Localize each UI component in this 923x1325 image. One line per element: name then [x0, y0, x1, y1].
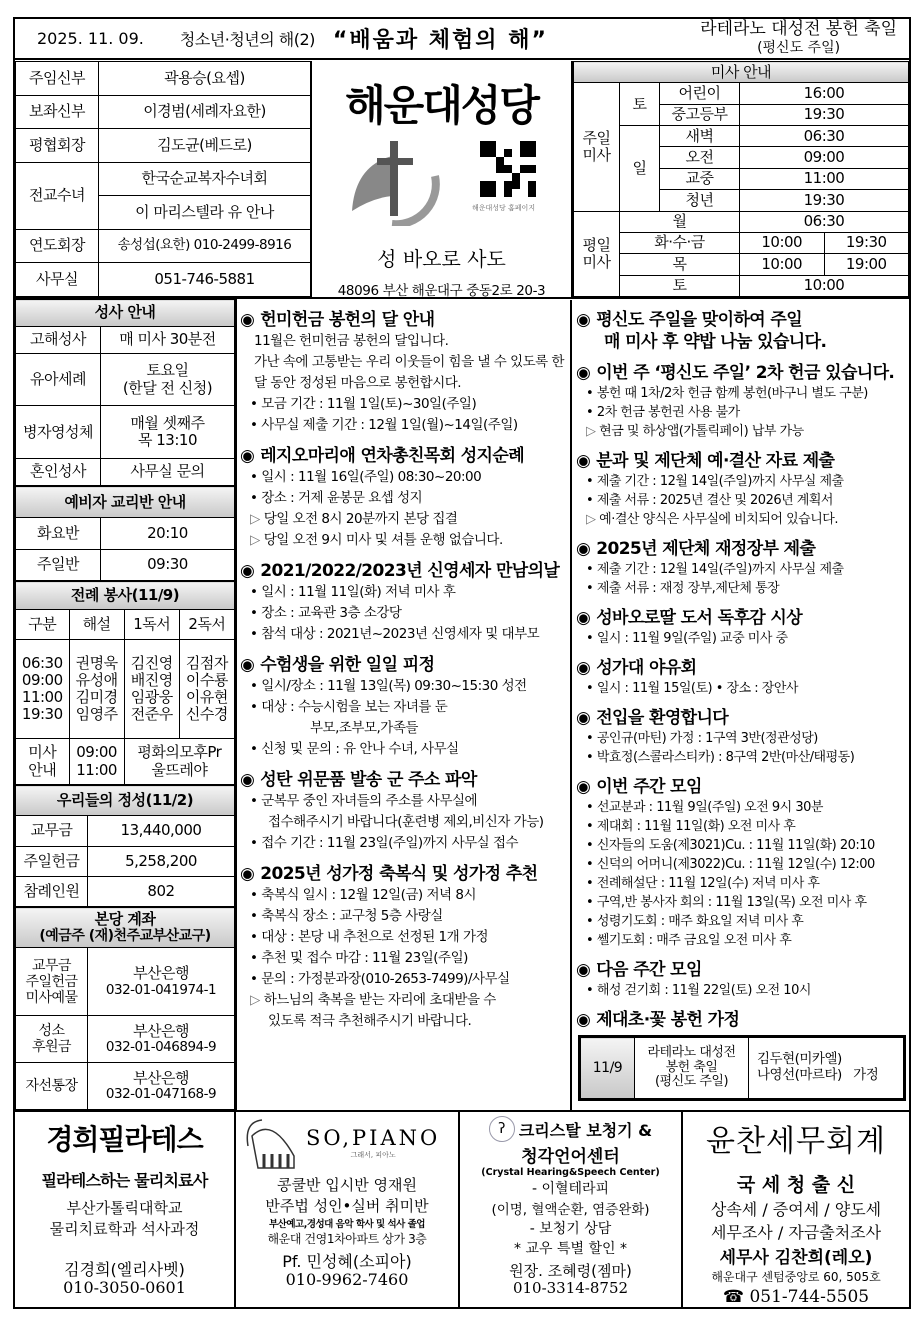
- parish-name: 해운대성당: [345, 81, 538, 130]
- sacrament-label: 혼인성사: [16, 458, 101, 485]
- notice-title-text: 분과 및 제단체 예·결산 자료 제출: [596, 451, 835, 471]
- guide-time: 09:00: [76, 743, 117, 762]
- bullseye-icon: ◉: [576, 363, 591, 383]
- ad-tax-accounting: [683, 1112, 909, 1309]
- notice-title: [576, 1009, 909, 1031]
- parish-address: 48096 부산 해운대구 중동2로 20-3: [337, 283, 546, 299]
- mass-schedule-table: [573, 61, 909, 297]
- notice-title: [240, 863, 570, 885]
- notice-line: ▷ 예·결산 양식은 사무실에 비치되어 있습니다.: [576, 510, 909, 529]
- mass-name: 교중: [660, 168, 740, 189]
- liturgy-header: 해설: [69, 610, 124, 640]
- account-label-line: 후원금: [31, 1039, 72, 1056]
- sunday-mass-label: 주일 미사: [574, 83, 620, 211]
- sacrament-value-line: 토요일: [146, 361, 189, 380]
- mass-time: 10:00: [740, 254, 825, 275]
- liturgy-cell: 11:00: [21, 688, 63, 706]
- notice-line: • 2차 헌금 봉헌권 사용 불가: [576, 403, 909, 422]
- ad-title: 크리스탈 보청기 &: [518, 1120, 653, 1140]
- bullseye-icon: ◉: [576, 658, 591, 678]
- notice-section: [240, 309, 570, 436]
- account-info: [88, 1016, 235, 1063]
- notice-title: [240, 309, 570, 331]
- class-time: 20:10: [101, 518, 235, 549]
- occasion-line: 라테라노 대성전: [647, 1044, 736, 1060]
- ad-line: 반주법 성인•실버 취미반: [265, 1197, 429, 1215]
- ad-english-name: (Crystal Hearing&Speech Center): [481, 1167, 660, 1178]
- mass-name: 중고등부: [660, 104, 740, 125]
- mass-time: 06:30: [740, 126, 909, 147]
- notice-title: [576, 362, 909, 384]
- notice-section: [240, 445, 570, 551]
- ad-contact-name: 세무사 김찬희(레오): [719, 1248, 873, 1268]
- patron-saint: 성 바오로 사도: [377, 247, 506, 271]
- staff-value: 이 마리스텔라 유 안나: [99, 196, 311, 230]
- liturgy-commentators: [69, 640, 124, 739]
- guide-label-line: 안내: [28, 760, 57, 779]
- liturgy-title: 전례 봉사(11/9): [16, 582, 235, 610]
- bank-name: 부산은행: [133, 1021, 189, 1040]
- notice-line: ▷ 당일 오전 8시 20분까지 본당 집결: [240, 509, 570, 530]
- staff-value: 곽용승(요셉): [99, 62, 311, 96]
- ad-title: 경희필라테스: [46, 1123, 203, 1156]
- staff-label: 평협회장: [16, 129, 99, 163]
- mass-name: 어린이: [660, 83, 740, 104]
- notice-title: [576, 707, 909, 729]
- ad-hearing-center: [460, 1112, 683, 1309]
- liturgy-cell: 김미경: [75, 688, 118, 706]
- ad-title-line2: 청각언어센터: [521, 1147, 620, 1167]
- mass-guide-groups: [124, 739, 234, 785]
- bullseye-icon: ◉: [576, 1010, 591, 1030]
- offering-title: 우리들의 정성(11/2): [16, 786, 235, 816]
- notice-title: [240, 654, 570, 676]
- notice-line: ▷ 당일 오전 9시 미사 및 셔틀 운행 없습니다.: [240, 530, 570, 551]
- mass-name: 새벽: [660, 126, 740, 147]
- notice-line: • 일시 : 11월 15일(토) • 장소 : 장안사: [576, 679, 909, 698]
- staff-value: 한국순교복자수녀회: [99, 162, 311, 196]
- sacrament-value: [101, 406, 235, 459]
- ad-line: 부산예고,경성대 음악 학사 및 석사 졸업: [269, 1219, 425, 1230]
- ad-address: 해운대구 센텀중앙로 60, 505호: [711, 1270, 881, 1284]
- liturgy-cell: 유성애: [75, 670, 118, 689]
- bullseye-icon: ◉: [240, 770, 255, 790]
- phone-icon: ☎: [722, 1287, 750, 1307]
- notice-line: • 문의 : 가정분과장(010-2653-7499)/사무실: [240, 969, 570, 990]
- liturgy-cell: 김점자: [185, 653, 228, 672]
- piano-icon: [242, 1116, 306, 1170]
- notice-line: • 공인규(마틴) 가정 : 1구역 3반(정관성당): [576, 729, 909, 748]
- notice-title: [240, 445, 570, 467]
- account-label-line: 주일헌금: [25, 973, 78, 990]
- bullseye-icon: ◉: [240, 561, 255, 581]
- notice-line: • 대상 : 본당 내 추천으로 선정된 1개 가정: [240, 927, 570, 948]
- liturgy-header: 2독서: [179, 610, 234, 640]
- staff-value: 이경범(세례자요한): [99, 95, 311, 129]
- mass-time: 19:30: [740, 190, 909, 211]
- offering-label: 교무금: [16, 816, 88, 846]
- offering-value: 802: [88, 876, 235, 906]
- saturday-label: 토: [620, 83, 660, 126]
- notice-line: • 해성 걷기회 : 11월 22일(토) 오전 10시: [576, 981, 909, 1000]
- sunday-label: 일: [620, 126, 660, 211]
- qr-code-icon: [480, 141, 536, 197]
- account-number: 032-01-046894-9: [105, 1039, 217, 1056]
- notice-title-text: 2025년 성가정 축복식 및 성가정 추천: [260, 864, 538, 884]
- flower-occasion: [635, 1038, 749, 1099]
- notice-line: 가난 속에 고통받는 우리 이웃들이 힘을 낼 수 있도록 한 달 동안 정성된 마음으로 봉헌합시다.: [254, 354, 565, 391]
- staff-value: 051-746-5881: [99, 263, 311, 297]
- liturgy-times: [16, 640, 70, 739]
- ad-contact-name: Pf. 민성혜(소피아): [282, 1252, 412, 1271]
- mass-schedule-title: 미사 안내: [574, 62, 909, 83]
- notice-line: • 제출 기간 : 12월 14일(주일)까지 사무실 제출: [576, 560, 909, 579]
- staff-table: [15, 61, 311, 297]
- mass-day: 토: [620, 275, 740, 296]
- notice-title-text: 다음 주간 모임: [596, 960, 702, 980]
- ad-subtitle: 그래서, 피아노: [350, 1151, 396, 1159]
- sacrament-value-line: (한달 전 신청): [122, 378, 213, 397]
- bullseye-icon: ◉: [576, 708, 591, 728]
- mass-time: 19:00: [824, 254, 909, 275]
- ad-line: - 보청기 상담: [529, 1221, 612, 1237]
- notice-section: [576, 309, 909, 353]
- notice-line: • 일시 : 11월 16일(주일) 08:30~20:00: [240, 467, 570, 488]
- mass-day: 월: [620, 211, 740, 232]
- notice-title: [576, 657, 909, 679]
- liturgy-cell: 09:00: [21, 670, 63, 689]
- account-label: [16, 1016, 88, 1063]
- ad-phone: 010-9962-7460: [285, 1270, 409, 1289]
- notice-title-text: 레지오마리애 연차총친목회 성지순례: [260, 446, 525, 466]
- class-label: 화요반: [16, 518, 101, 549]
- bullseye-icon: ◉: [240, 864, 255, 884]
- sacraments-title: 성사 안내: [16, 300, 235, 327]
- staff-label: 전교수녀: [16, 162, 99, 229]
- qr-caption: 해운대성당 홈페이지: [472, 204, 536, 212]
- notice-title-text: 이번 주 ‘평신도 주일’ 2차 헌금 있습니다.: [596, 363, 895, 383]
- notice-section: [240, 769, 570, 854]
- notices-right-column: [576, 300, 909, 1035]
- mass-time: 10:00: [740, 275, 909, 296]
- offering-label: 참례인원: [16, 876, 88, 906]
- bullseye-icon: ◉: [576, 451, 591, 471]
- notice-line: • 신자들의 도움(제3021)Cu. : 11월 11일(화) 20:10: [576, 836, 909, 855]
- weekday-mass-label: 평일 미사: [574, 211, 620, 296]
- ad-tagline: 필라테스하는 물리치료사: [41, 1171, 208, 1190]
- liturgy-cell: 06:30: [21, 653, 63, 672]
- ad-contact-name: 김경희(엘리사벳): [64, 1260, 185, 1279]
- notice-section: [240, 560, 570, 645]
- notice-line: • 일시 : 11월 11일(화) 저녁 미사 후: [240, 582, 570, 603]
- notice-section: [576, 362, 909, 441]
- notice-title: [576, 776, 909, 798]
- notice-title-text: 전입을 환영합니다: [596, 708, 729, 728]
- staff-label: 연도회장: [16, 229, 99, 263]
- class-label: 주일반: [16, 549, 101, 580]
- notice-section: [576, 959, 909, 1000]
- sacrament-value: [101, 353, 235, 406]
- notice-line: • 모금 기간 : 11월 1일(토)~30일(주일): [240, 394, 570, 415]
- sacrament-label: 병자영성체: [16, 406, 101, 459]
- account-info: [88, 948, 235, 1016]
- notice-section: [576, 707, 909, 767]
- mass-time: 11:00: [740, 168, 909, 189]
- ads-row: [15, 1110, 909, 1309]
- accounts-holder: (예금주 (재)천주교부산교구): [39, 928, 211, 945]
- sacrament-value: 사무실 문의: [101, 458, 235, 485]
- bullseye-icon: ◉: [576, 310, 591, 330]
- notice-line: • 축복식 일시 : 12월 12일(금) 저녁 8시: [240, 885, 570, 906]
- notice-title: [576, 309, 909, 331]
- sacrament-label: 유아세례: [16, 353, 101, 406]
- account-number: 032-01-041974-1: [105, 981, 217, 998]
- sacrament-value-line: 목 13:10: [138, 431, 197, 450]
- mass-time: 10:00: [740, 232, 825, 253]
- account-label-line: 교무금: [31, 957, 72, 974]
- mass-day: 목: [620, 254, 740, 275]
- ad-line: * 교우 특별 할인 *: [514, 1241, 627, 1257]
- notice-line: • 봉헌 때 1차/2차 헌금 함께 봉헌(바구니 별도 구분): [576, 384, 909, 403]
- bullseye-icon: ◉: [576, 539, 591, 559]
- notice-line: • 대상 : 수능시험을 보는 자녀를 둔: [240, 697, 570, 718]
- liturgy-cell: 19:30: [21, 705, 63, 724]
- parish-panel: [311, 61, 573, 297]
- notice-line: • 구역,반 봉사자 회의 : 11월 13일(목) 오전 미사 후: [576, 893, 909, 912]
- notice-title: [576, 959, 909, 981]
- guide-label-line: 미사: [28, 743, 57, 762]
- account-label: 자선통장: [16, 1063, 88, 1110]
- issue-date: 2025. 11. 09.: [37, 29, 144, 48]
- notice-line: • 일시 : 11월 9일(주일) 교중 미사 중: [576, 629, 909, 648]
- feast-title: [700, 20, 897, 58]
- mass-day: 화·수·금: [620, 232, 740, 253]
- notice-title-text: 2021/2022/2023년 신영세자 만남의날: [260, 561, 560, 581]
- flower-donors: [749, 1038, 904, 1099]
- notice-title-text: 성탄 위문품 발송 군 주소 파악: [260, 770, 477, 790]
- ad-phone-row: [683, 1287, 909, 1307]
- notice-line: • 박효정(스콜라스티카) : 8구역 2반(마산/태평동): [576, 748, 909, 767]
- notice-section: [576, 776, 909, 950]
- notice-line: • 신청 및 문의 : 유 안나 수녀, 사무실: [240, 739, 570, 760]
- notice-line: • 제대회 : 11월 11일(화) 오전 미사 후: [576, 817, 909, 836]
- notice-title: [576, 450, 909, 472]
- ad-phone: 010-3050-0601: [63, 1278, 186, 1297]
- guide-time: 11:00: [76, 760, 117, 779]
- notice-section: [576, 450, 909, 529]
- notice-title: [240, 769, 570, 791]
- liturgy-cell: 임영주: [75, 705, 118, 724]
- account-label-line: 성소: [38, 1023, 65, 1040]
- account-number: 032-01-047168-9: [105, 1085, 217, 1102]
- notice-title-text: 성가대 야유회: [596, 658, 697, 678]
- ad-phone: 051-744-5505: [749, 1287, 870, 1307]
- ad-line: (이명, 혈액순환, 염증완화): [491, 1202, 650, 1218]
- feast-name: 라테라노 대성전 봉헌 축일: [700, 19, 897, 39]
- notice-line: • 제출 기간 : 12월 14일(주일)까지 사무실 제출: [576, 472, 909, 491]
- liturgy-cell: 신수경: [185, 705, 228, 724]
- occasion-line: 봉헌 축일: [665, 1059, 718, 1075]
- liturgy-cell: 배진영: [130, 670, 173, 689]
- staff-value: 김도균(베드로): [99, 129, 311, 163]
- notice-line: • 제출 서류 : 2025년 결산 및 2026년 계획서: [576, 491, 909, 510]
- liturgy-cell: 권명욱: [75, 653, 118, 672]
- notice-line: • 신덕의 어머니(제3022)Cu. : 11월 12일(수) 12:00: [576, 855, 909, 874]
- offering-value: 13,440,000: [88, 816, 235, 846]
- notice-line: ▷ 하느님의 축복을 받는 자리에 초대받을 수: [240, 990, 570, 1011]
- notice-line: • 제출 서류 : 재정 장부,제단체 통장: [576, 579, 909, 598]
- ear-icon: ʔ: [489, 1116, 515, 1142]
- notice-section: [240, 654, 570, 760]
- ad-address: 해운대 건영1차아파트 상가 3층: [267, 1232, 427, 1246]
- mass-guide-label: [16, 739, 70, 785]
- ad-tagline: 국 세 청 출 신: [736, 1174, 856, 1196]
- slogan: “배움과 체험의 해”: [332, 28, 548, 53]
- liturgy-cell: 이수룡: [185, 670, 228, 689]
- bullseye-icon: ◉: [240, 310, 255, 330]
- account-info: [88, 1063, 235, 1110]
- notice-line: • 사무실 제출 기간 : 12월 1일(월)~14일(주일): [240, 415, 570, 436]
- liturgy-cell: 임광웅: [130, 688, 173, 706]
- notice-line: • 일시/장소 : 11월 13일(목) 09:30~15:30 성전: [240, 676, 570, 697]
- liturgy-header: 1독서: [124, 610, 179, 640]
- donor-line: 나영선(마르타) 가정: [757, 1067, 879, 1083]
- notice-section: [576, 538, 909, 598]
- bulletin-header: [15, 19, 909, 60]
- parish-logo-icon: [347, 136, 447, 226]
- bullseye-icon: ◉: [576, 777, 591, 797]
- mass-time: 16:00: [740, 83, 909, 104]
- ad-phone: 010-3314-8752: [512, 1279, 629, 1297]
- donor-line: 김두현(미카엘): [757, 1051, 842, 1068]
- offering-value: 5,258,200: [88, 846, 235, 876]
- bank-name: 부산은행: [133, 1068, 189, 1087]
- notice-line: • 성령기도회 : 매주 화요일 저녁 미사 후: [576, 912, 909, 931]
- notice-title-text: 헌미헌금 봉헌의 달 안내: [260, 310, 435, 330]
- ad-title: SO,PIANO: [306, 1126, 441, 1150]
- account-label-line: 미사예물: [25, 989, 78, 1006]
- occasion-line: (평신도 주일): [654, 1074, 729, 1090]
- bullseye-icon: ◉: [576, 608, 591, 628]
- staff-label: 주임신부: [16, 62, 99, 96]
- ad-line: 부산가톨릭대학교: [66, 1199, 183, 1217]
- notice-line: 부모,조부모,가족들: [310, 720, 418, 736]
- mass-name: 오전: [660, 147, 740, 168]
- bullseye-icon: ◉: [240, 446, 255, 466]
- notice-line: • 접수 기간 : 11월 23일(주일)까지 사무실 접수: [240, 833, 570, 854]
- ad-line: 상속세 / 증여세 / 양도세: [710, 1200, 882, 1219]
- bank-name: 부산은행: [133, 964, 189, 983]
- notice-section: [576, 607, 909, 648]
- notice-line: 접수해주시기 바랍니다(훈련병 제외,비신자 가능): [268, 814, 544, 830]
- mass-time: 19:30: [740, 104, 909, 125]
- notice-line: • 쎌기도회 : 매주 금요일 오전 미사 후: [576, 931, 909, 950]
- notice-line: • 장소 : 거제 윤봉문 요셉 성지: [240, 488, 570, 509]
- notice-title-text: 수험생을 위한 일일 피정: [260, 655, 435, 675]
- staff-label: 보좌신부: [16, 95, 99, 129]
- ad-line: - 이혈테라피: [531, 1181, 610, 1197]
- mass-time: 19:30: [824, 232, 909, 253]
- notice-title-text: 제대초·꽃 봉헌 가정: [596, 1010, 740, 1030]
- notice-line: 11월은 헌미헌금 봉헌의 달입니다.: [254, 333, 449, 349]
- staff-label: 사무실: [16, 263, 99, 297]
- sacrament-label: 고해성사: [16, 326, 101, 353]
- notice-title: [576, 607, 909, 629]
- notice-line: • 선교분과 : 11월 9일(주일) 오전 9시 30분: [576, 798, 909, 817]
- liturgy-cell: 이유현: [185, 688, 228, 706]
- liturgy-header: 구분: [16, 610, 70, 640]
- notice-line: • 전례해설단 : 11월 12일(수) 저녁 미사 후: [576, 874, 909, 893]
- ad-line: 세무조사 / 자금출처조사: [710, 1223, 882, 1242]
- liturgy-second-readers: [179, 640, 234, 739]
- notice-title-text: 성바오로딸 도서 독후감 시상: [596, 608, 803, 628]
- flower-date: 11/9: [581, 1038, 635, 1099]
- notice-line: ▷ 현금 및 하상앱(가톨릭페이) 납부 가능: [576, 422, 909, 441]
- offering-label: 주일헌금: [16, 846, 88, 876]
- notice-line: 있도록 적극 추천해주시기 바랍니다.: [268, 1013, 472, 1029]
- catechumen-title: 예비자 교리반 안내: [16, 487, 235, 518]
- notice-section: [240, 863, 570, 1032]
- notice-line: • 군복무 중인 자녀들의 주소를 사무실에: [240, 791, 570, 812]
- notice-section: [576, 657, 909, 698]
- staff-value: 송성섭(요한) 010-2499-8916: [99, 229, 311, 263]
- bullseye-icon: ◉: [576, 960, 591, 980]
- ad-piano: [236, 1112, 460, 1309]
- mass-time: 06:30: [740, 211, 909, 232]
- bullseye-icon: ◉: [240, 655, 255, 675]
- notice-line: • 축복식 장소 : 교구청 5층 사랑실: [240, 906, 570, 927]
- notice-line: • 추천 및 접수 마감 : 11월 23일(주일): [240, 948, 570, 969]
- notice-title-text: 2025년 제단체 재정장부 제출: [596, 539, 816, 559]
- accounts-title: [16, 908, 235, 948]
- notice-title-text: 이번 주간 모임: [596, 777, 702, 797]
- notice-section: [576, 1009, 909, 1031]
- mass-name: 청년: [660, 190, 740, 211]
- notice-line: • 참석 대상 : 2021년~2023년 신영세자 및 대부모: [240, 624, 570, 645]
- left-info-column: [15, 299, 237, 1110]
- guide-group: 평화의모후Pr: [137, 743, 222, 762]
- notice-title-text: 평신도 주일을 맞이하여 주일: [596, 310, 803, 330]
- notice-title-line2: 매 미사 후 약밥 나눔 있습니다.: [604, 332, 827, 352]
- mass-guide-times: [69, 739, 124, 785]
- ad-line: 물리치료학과 석사과정: [49, 1220, 200, 1238]
- class-time: 09:30: [101, 549, 235, 580]
- notice-title: [240, 560, 570, 582]
- sacrament-value: 매 미사 30분전: [101, 326, 235, 353]
- notice-line: • 장소 : 교육관 3층 소강당: [240, 603, 570, 624]
- year-theme: 청소년·청년의 해(2): [179, 30, 315, 49]
- accounts-title-line: 본당 계좌: [94, 909, 156, 928]
- guide-group: 울뜨레야: [151, 760, 208, 779]
- notice-title: [576, 538, 909, 560]
- ad-title: 윤찬세무회계: [706, 1124, 886, 1159]
- feast-subtitle: (평신도 주일): [757, 40, 841, 56]
- ad-pilates: [15, 1112, 236, 1309]
- liturgy-cell: 김진영: [130, 653, 173, 672]
- sacrament-value-line: 매월 셋째주: [130, 413, 205, 432]
- flower-offering-table: [578, 1035, 906, 1101]
- ad-contact-name: 원장. 조혜령(젬마): [509, 1262, 632, 1280]
- liturgy-first-readers: [124, 640, 179, 739]
- notices-middle-column: [240, 300, 572, 1110]
- ad-line: 콩쿨반 입시반 영재원: [277, 1176, 417, 1194]
- account-label: [16, 948, 88, 1016]
- liturgy-cell: 전준우: [130, 705, 173, 724]
- mass-time: 09:00: [740, 147, 909, 168]
